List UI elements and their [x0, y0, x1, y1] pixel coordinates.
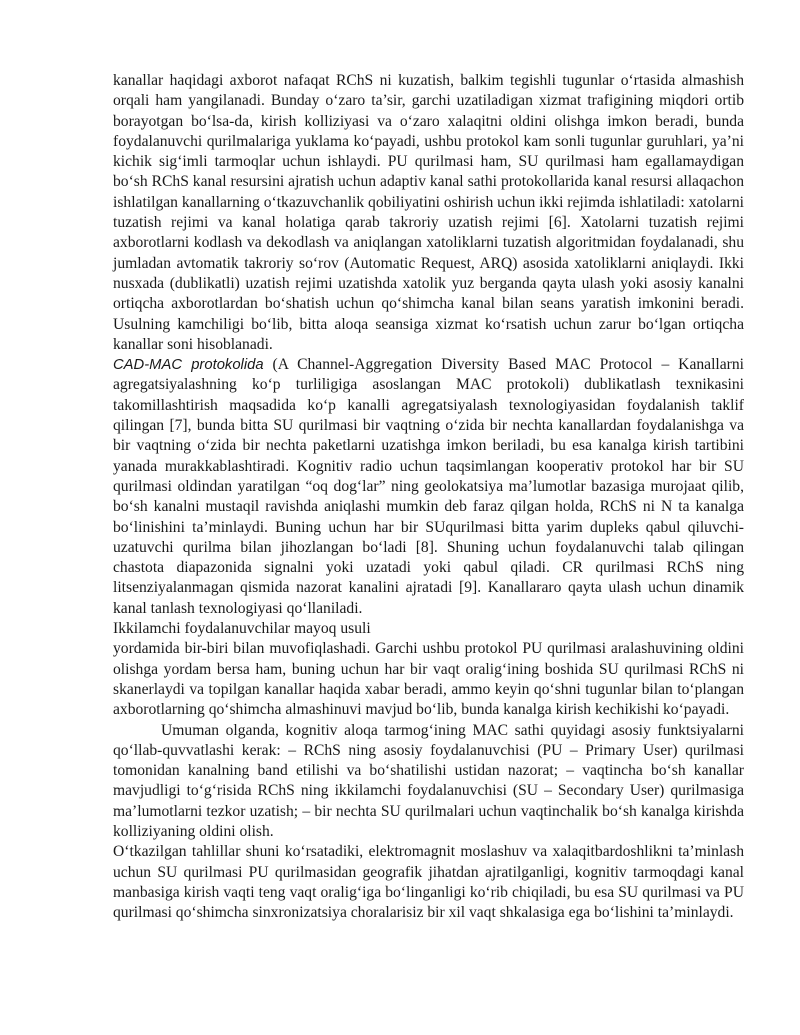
- cad-mac-term: CAD-MAC protokolida: [113, 357, 264, 374]
- paragraph-conclusion: O‘tkazilgan tahlillar shuni ko‘rsatadiki, elektromagnit moslashuv va xalaqitbardoshlikni ta’minlash uchun SU qurilmasi PU qurilmasidan geografik jihatdan ajratilganligi, kognitiv tarmoqdagi kanal manbasiga kirish vaqti teng vaqt oralig‘iga bo‘linganligi ko‘rib chiqiladi, bu esa SU qurilmasi va PU qurilmasi qo‘shimcha sinxronizatsiya choralarisiz bir xil vaqt shkalasiga ega bo‘lishini ta’minlaydi.: [113, 843, 744, 922]
- paragraph-cad-mac: [113, 355, 744, 619]
- paragraph-mac-functions: Umuman olganda, kognitiv aloqa tarmog‘ining MAC sathi quyidagi asosiy funktsiyalarni qo‘llab-quvvatlashi kerak: – RChS ning asosiy foydalanuvchisi (PU – Primary User) qurilmasi tomonidan kanalning band etilishi va bo‘shatilishi ustidan nazorat; – vaqtincha bo‘sh kanallar mavjudligi to‘g‘risida RChS ning ikkilamchi foydalanuvchisi (SU – Secondary User) qurilmasiga ma’lumotlarni tezkor uzatish; – bir nechta SU qurilmalari uchun vaqtinchalik bo‘sh kanalga kirishda kolliziyaning oldini olish.: [113, 721, 744, 840]
- paragraph-coordination: yordamida bir-biri bilan muvofiqlashadi. Garchi ushbu protokol PU qurilmasi aralashuvining oldini olishga yordam bersa ham, buning uchun har bir vaqt oralig‘ining boshida SU qurilmasi RChS ni skanerlaydi va topilgan kanallar haqida xabar beradi, ammo keyin qo‘shni tugunlar bilan to‘plangan axborotlarning qo‘shimcha almashinuvi mavjud bo‘lib, bunda kanalga kirish kechikishi ko‘payadi.: [113, 640, 744, 719]
- cad-mac-body: (A Channel-Aggregation Diversity Based MAC Protocol – Kanallarni agregatsiyalashning ko‘p turliligiga asoslangan MAC protokoli) dublikatlash texnikasini takomillashtirish maqsadida ko‘p kanalli agregatsiyalash texnologiyasidan foydalanish taklif qilingan [7], bunda bitta SU qurilmasi bir vaqtning o‘zida bir nechta kanallardan foydalanishga va bir vaqtning o‘zida bir nechta paketlarni uzatishga imkon beriladi, bu esa kanalga kirish tartibini yanada murakkablashtiradi. Kognitiv radio uchun taqsimlangan kooperativ protokol har bir SU qurilmasi oldindan yaratilgan “oq dog‘lar” ning geolokatsiya ma’lumotlar bazasiga murojaat qilib, bo‘sh kanalni mustaqil ravishda aniqlashi mumkin deb faraz qilgan holda, RChS ni N ta kanalga bo‘linishini ta’minlaydi. Buning uchun har bir SUqurilmasi bitta yarim dupleks qabul qiluvchi-uzatuvchi qurilma bilan jihozlangan bo‘ladi [8]. Shuning uchun foydalanuvchi talab qilingan chastota diapazonida signalni yoki uzatadi yoki qabul qiladi. CR qurilmasi RChS ning litsenziyalanmagan qismida nazorat kanalini ajratadi [9]. Kanallararo qayta ulash uchun dinamik kanal tanlash texnologiyasi qo‘llaniladi.: [113, 356, 744, 617]
- paragraph-beacon-method: Ikkilamchi foydalanuvchilar mayoq usuli: [113, 620, 371, 638]
- paragraph-channel-info: kanallar haqidagi axborot nafaqat RChS ni kuzatish, balkim tegishli tugunlar o‘rtasida almashish orqali ham yangilanadi. Bunday o‘zaro ta’sir, garchi uzatiladigan xizmat trafigining miqdori ortib borayotgan bo‘lsa-da, kirish kolliziyasi va o‘zaro xalaqitni oldini olishga imkon beradi, bunda foydalanuvchi qurilmalariga yuklama ko‘payadi, ushbu protokol kam sonli tugunlar guruhlari, ya’ni kichik sig‘imli tarmoqlar uchun ishlaydi. PU qurilmasi ham, SU qurilmasi ham egallamaydigan bo‘sh RChS kanal resursini ajratish uchun adaptiv kanal sathi protokollarida kanal resursi allaqachon ishlatilgan kanallarning o‘tkazuvchanlik qobiliyatini oshirish uchun ikki rejimda ishlatiladi: xatolarni tuzatish rejimi va kanal holatiga qarab takroriy uzatish rejimi [6]. Xatolarni tuzatish rejimi axborotlarni kodlash va dekodlash va aniqlangan xatoliklarni tuzatish algoritmidan foydalanadi, shu jumladan avtomatik takroriy so‘rov (Automatic Request, ARQ) asosida xatoliklarni aniqlaydi. Ikki nusxada (dublikatli) uzatish rejimi uzatishda xatolik yuz berganda qayta ulash yoki asosiy kanalni ortiqcha axborotlardan bo‘shatish uchun qo‘shimcha kanal bilan seans yaratish imkonini beradi. Usulning kamchiligi bo‘lib, bitta aloqa seansiga xizmat ko‘rsatish uchun zarur bo‘lgan ortiqcha kanallar soni hisoblanadi.: [113, 72, 744, 353]
